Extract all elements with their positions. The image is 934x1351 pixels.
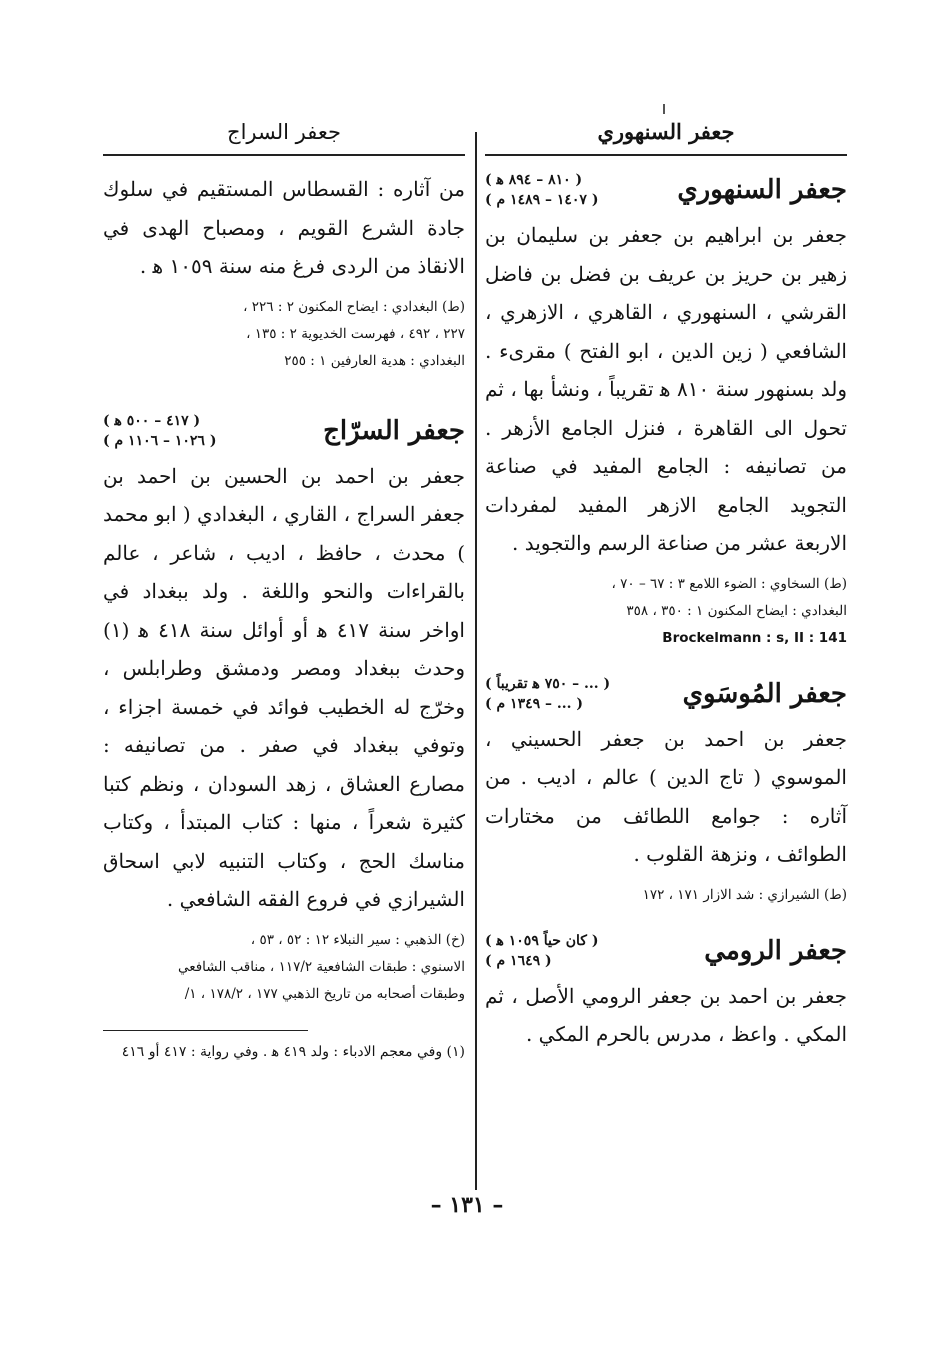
entry-head [485, 931, 847, 971]
entry-rumi [485, 931, 847, 1054]
entry-dates [485, 674, 610, 714]
entry-head [485, 170, 847, 210]
entry-sarraj [103, 411, 465, 1008]
gregorian-dates: ( ١٠٢٦ – ١١٠٦ م ) [103, 432, 217, 449]
source-ref: وطبقات أصحابه من تاريخ الذهبي ١٧٧ ، ١٧٨/٢ ، ١/ [184, 985, 465, 1002]
right-column [485, 118, 847, 1076]
entry-musawi [485, 674, 847, 909]
running-header-left: جعفر السراج [103, 118, 465, 156]
entry-body: من آثاره : القسطاس المستقيم في سلوك جادة الشرع القويم ، ومصباح الهدى في الانقاذ من الردى فرغ منه سنة ١٠٥٩ ﻫ . [103, 177, 465, 278]
footnote-rule [103, 1030, 308, 1031]
hijri-dates: ( ٨١٠ – ٨٩٤ ﻫ ) [485, 172, 583, 188]
entry-body: جعفر بن احمد بن الحسين بن احمد بن جعفر السراج ، القاري ، البغدادي ( ابو محمد ) محدث ، حافظ ، اديب ، شاعر ، عالم بالقراءات والنحو واللغة . ولد ببغداد في اواخر سنة ٤١٧ ﻫ أو أوائل سنة ٤١٨ ﻫ (١) وحدث ببغداد ومصر ودمشق وطرابلس ، وخرّج له الخطيب فوائد في خمسة اجزاء ، وتوفي ببغداد في صفر . من تصانيفه : مصارع العشاق ، زهد السودان ، ونظم كتبا كثيرة شعراً ، منها : كتاب المبتدأ ، وكتاب مناسك الحج ، وكتاب التنبيه لابي اسحاق الشيرازي في فروع الفقه الشافعي . [103, 463, 466, 911]
source-ref: (خ) الذهبي : سير النبلاء ١٢ : ٥٢ ، ٥٣ ، [250, 931, 465, 948]
gregorian-dates: ( ... – ١٣٤٩ م ) [485, 695, 583, 712]
entry-name: جعفر السنهوري [677, 175, 847, 205]
source-ref: ٢٢٧ ، ٤٩٢ ، فهرست الخديوية ٢ : ١٣٥ ، [246, 325, 465, 342]
entry-body: جعفر بن احمد بن جعفر الرومي الأصل ، ثم المكي . واعظ ، مدرس بالحرم المكي . [485, 983, 847, 1046]
entry-dates [485, 931, 598, 971]
entry-head [485, 674, 847, 714]
page-number: – ١٣١ – [430, 1192, 504, 1218]
running-header-right: جعفر السنهوري [485, 118, 847, 156]
entry-name: جعفر الرومي [704, 935, 847, 966]
source-ref: البغدادي : ايضاح المكنون ١ : ٣٥٠ ، ٣٥٨ [626, 602, 847, 619]
entry-sanhuri [485, 170, 847, 652]
column-divider [475, 132, 477, 1190]
entry-dates [103, 411, 216, 451]
hijri-dates: ( ... – ٧٥٠ ﻫ تقريباً ) [485, 675, 611, 692]
hijri-dates: ( ٤١٧ – ٥٠٠ ﻫ ) [103, 412, 201, 429]
hijri-dates: ( كان حياً ١٠٥٩ ﻫ ) [485, 932, 599, 949]
source-ref-latin: Brockelmann : s, II : 141 [662, 629, 847, 646]
entry-body: جعفر بن ابراهيم بن جعفر بن سليمان بن زهير بن حريز بن عريف بن فضل بن فاضل القرشي ، السنهوري ، القاهري ، الازهري ، الشافعي ( زين الدين ، ابو الفتح ) مقرىء . ولد بسنهور سنة ٨١٠ ﻫ تقريباً ، ونشأ بها ، ثم تحول الى القاهرة ، فنزل الجامع الأزهر . من تصانيفه : الجامع المفيد في صناعة التجويد الجامع الازهر المفيد لمفردات الاربعة عشر من صناعة الرسم والتجويد . [485, 223, 847, 555]
entry-name: جعفر المُوسَوي [682, 678, 847, 709]
source-ref: (ط) السخاوي : الضوء اللامع ٣ : ٦٧ – ٧٠ ، [611, 575, 847, 592]
source-ref: (ط) البغدادي : ايضاح المكنون ٢ : ٢٢٦ ، [243, 298, 465, 315]
entry-head [103, 411, 465, 451]
gregorian-dates: ( ١٤٠٧ – ١٤٨٩ م ) [485, 192, 599, 208]
entry-body: جعفر بن احمد بن جعفر الحسيني ، الموسوي ( تاج الدين ) عالم ، اديب . من آثاره : جوامع اللطائف من مختارات الطوائف ، ونزهة القلوب . [485, 726, 847, 866]
source-ref: (ط) الشيرازي : شد الازار ١٧١ ، ١٧٢ [642, 886, 847, 903]
gregorian-dates: ( ١٦٤٩ م ) [485, 952, 552, 969]
entry-continuation [103, 170, 465, 375]
entry-dates [485, 170, 598, 210]
footnote: (١) وفي معجم الادباء : ولد ٤١٩ ﻫ . وفي رواية : ٤١٧ أو ٤١٦ [121, 1043, 465, 1060]
left-column [103, 118, 465, 1065]
page-mark [663, 104, 665, 114]
entry-name: جعفر السرّاج [323, 415, 465, 446]
source-ref: البغدادي : هدية العارفين ١ : ٢٥٥ [284, 352, 465, 369]
source-ref: الاسنوي : طبقات الشافعية ١١٧/٢ ، مناقب الشافعي [177, 958, 465, 975]
